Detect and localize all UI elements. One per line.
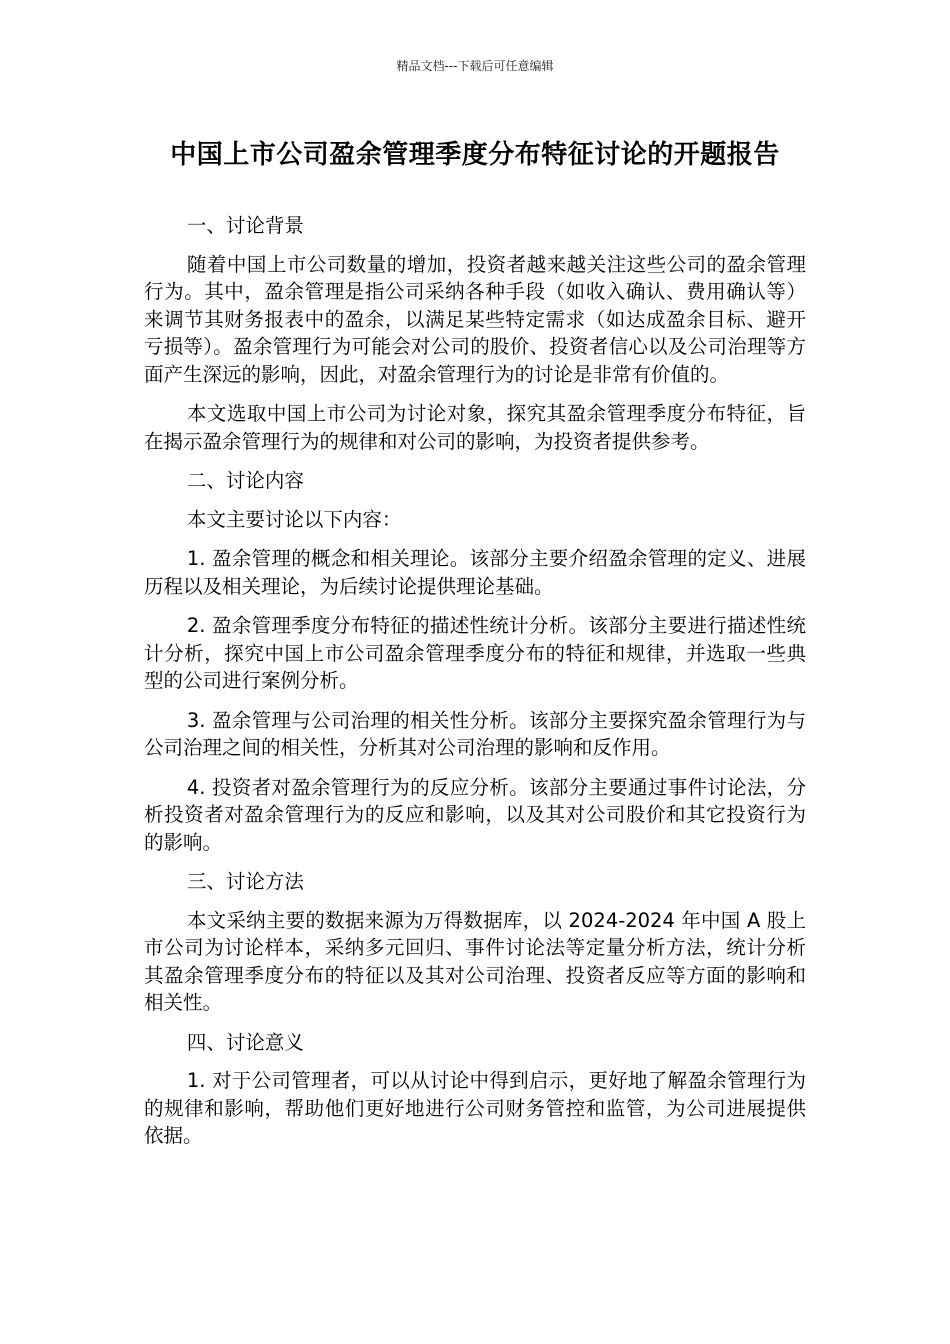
section-heading-significance: 四、讨论意义 [186,1030,304,1054]
paragraph: 随着中国上市公司数量的增加，投资者越来越关注这些公司的盈余管理行为。其中，盈余管理是指公司采纳各种手段（如收入确认、费用确认等）来调节其财务报表中的盈余，以满足某些特定需求（如达成盈余目标、避开亏损等）。盈余管理行为可能会对公司的股价、投资者信心以及公司治理等方面产生深远的影响，因此，对盈余管理行为的讨论是非常有价值的。 [144,252,806,386]
list-item: 3. 盈余管理与公司治理的相关性分析。该部分主要探究盈余管理行为与公司治理之间的相关性，分析其对公司治理的影响和反作用。 [144,708,806,759]
section-heading-background: 一、讨论背景 [186,214,304,237]
list-item: 4. 投资者对盈余管理行为的反应分析。该部分主要通过事件讨论法，分析投资者对盈余管理行为的反应和影响，以及其对公司股价和其它投资行为的影响。 [144,775,806,854]
paragraph: 本文选取中国上市公司为讨论对象，探究其盈余管理季度分布特征，旨在揭示盈余管理行为的规律和对公司的影响，为投资者提供参考。 [144,402,806,453]
list-item: 1. 盈余管理的概念和相关理论。该部分主要介绍盈余管理的定义、进展历程以及相关理论，为后续讨论提供理论基础。 [144,547,806,598]
section-heading-method: 三、讨论方法 [186,870,304,893]
section-heading-content: 二、讨论内容 [186,469,304,492]
paragraph: 本文采纳主要的数据来源为万得数据库，以 2024-2024 年中国 A 股上市公司为讨论样本，采纳多元回归、事件讨论法等定量分析方法，统计分析其盈余管理季度分布的特征以及其对公司治理、投资者反应等方面的影响和相关性。 [144,908,806,1014]
header-note: 精品文档---下载后可任意编辑 [396,59,554,73]
list-item: 1. 对于公司管理者，可以从讨论中得到启示，更好地了解盈余管理行为的规律和影响，帮助他们更好地进行公司财务管控和监管，为公司进展提供依据。 [144,1069,806,1147]
list-item: 2. 盈余管理季度分布特征的描述性统计分析。该部分主要进行描述性统计分析，探究中国上市公司盈余管理季度分布的特征和规律，并选取一些典型的公司进行案例分析。 [144,614,806,692]
document-title: 中国上市公司盈余管理季度分布特征讨论的开题报告 [170,140,780,170]
document-body [144,212,806,1162]
paragraph: 本文主要讨论以下内容： [186,507,402,531]
